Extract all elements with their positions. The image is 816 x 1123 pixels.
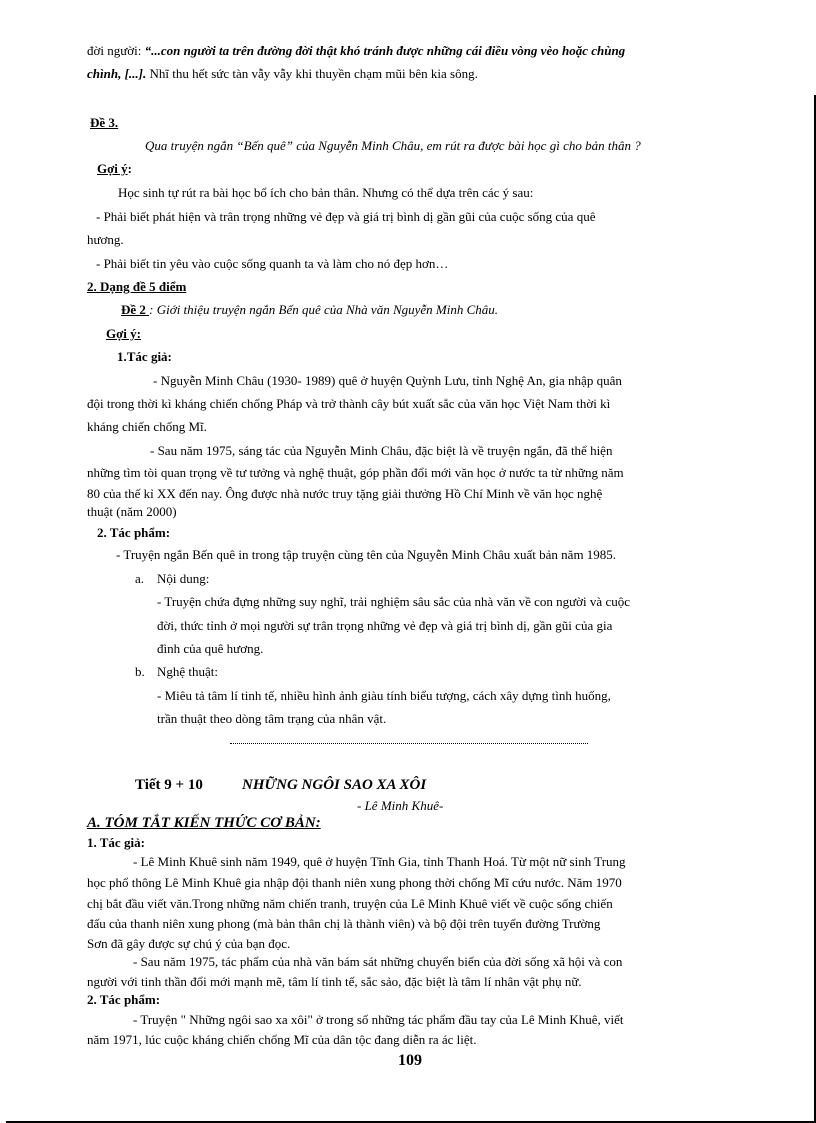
paragraph-line: 80 của thế kỉ XX đến nay. Ông được nhà nước truy tặng giải thưởng Hồ Chí Minh về văn học nghệ bbox=[87, 486, 603, 501]
paragraph-line: - Nguyễn Minh Châu (1930- 1989) quê ở huyện Quỳnh Lưu, tỉnh Nghệ An, gia nhập quân bbox=[153, 373, 622, 388]
paragraph-line: trần thuật theo dòng tâm trạng của nhân vật. bbox=[157, 711, 387, 726]
section-heading: A. TÓM TẮT KIẾN THỨC CƠ BẢN: bbox=[87, 815, 321, 831]
paragraph-line: đình của quê hương. bbox=[157, 641, 264, 656]
paragraph-line: đời, thức tỉnh ở mọi người sự trân trọng những vẻ đẹp và giá trị bình dị, gần gũi của gia bbox=[157, 618, 613, 633]
text-run: đời người: bbox=[87, 43, 145, 58]
exercise-label: Đề 2 bbox=[121, 302, 150, 317]
hint-heading: Gợi ý: bbox=[106, 326, 142, 341]
hint-colon: : bbox=[127, 161, 133, 176]
exercise-question: Qua truyện ngắn “Bến quê” của Nguyễn Minh Châu, em rút ra được bài học gì cho bản thân ? bbox=[145, 138, 641, 153]
hint-heading bbox=[97, 160, 132, 178]
paragraph-line: đội trong thời kì kháng chiến chống Pháp và trở thành cây bút xuất sắc của văn học Việt Nam thời kì bbox=[87, 396, 611, 411]
subsection-heading: 2. Tác phẩm: bbox=[87, 992, 161, 1007]
paragraph-line: chị bắt đầu viết văn.Trong những năm chiến tranh, truyện của Lê Minh Khuê viết về cuộc sống chiến bbox=[87, 896, 613, 911]
list-marker: b. bbox=[135, 664, 145, 679]
paragraph-line: năm 1971, lúc cuộc kháng chiến chống Mĩ của dân tộc đang diễn ra ác liệt. bbox=[87, 1032, 477, 1047]
paragraph-line: hương. bbox=[87, 232, 124, 247]
paragraph-line: - Sau năm 1975, tác phẩm của nhà văn bám sát những chuyển biến của đời sống xã hội và con bbox=[133, 954, 623, 969]
paragraph-line: người với tinh thần đổi mới mạnh mẽ, tâm lí tinh tế, sắc sảo, đặc biệt là tâm lí nhân vật phụ nữ. bbox=[87, 974, 582, 989]
list-heading: Nội dung: bbox=[157, 571, 210, 586]
lesson-number: Tiết 9 + 10 bbox=[135, 777, 203, 793]
paragraph-line: học phổ thông Lê Minh Khuê gia nhập đội thanh niên xung phong thời chống Mĩ cứu nước. Năm 1970 bbox=[87, 875, 622, 890]
lesson-author: - Lê Minh Khuê- bbox=[357, 798, 444, 813]
paragraph-line: Sơn đã gây được sự chú ý của bạn đọc. bbox=[87, 936, 291, 951]
list-heading: Nghệ thuật: bbox=[157, 664, 219, 679]
paragraph-line: Học sinh tự rút ra bài học bổ ích cho bản thân. Nhưng có thể dựa trên các ý sau: bbox=[118, 185, 534, 200]
subsection-heading: 2. Tác phẩm: bbox=[97, 525, 171, 540]
subsection-heading: 1. Tác giả: bbox=[87, 835, 145, 850]
paragraph-line: - Miêu tả tâm lí tinh tế, nhiều hình ảnh giàu tính biểu tượng, cách xây dựng tình huống, bbox=[157, 688, 611, 703]
dotted-separator bbox=[230, 742, 588, 744]
paragraph-line: đấu của thanh niên xung phong (mà bản thân chị là thành viên) và bộ đội trên tuyến đường Trường bbox=[87, 916, 601, 931]
quote-run: chình, [...]. bbox=[87, 66, 147, 81]
lesson-title: NHỮNG NGÔI SAO XA XÔI bbox=[242, 777, 427, 793]
paragraph-line: kháng chiến chống Mĩ. bbox=[87, 419, 207, 434]
paragraph-line bbox=[87, 65, 478, 83]
paragraph-line bbox=[87, 42, 746, 60]
page-number: 109 bbox=[398, 1052, 422, 1069]
paragraph-line: - Sau năm 1975, sáng tác của Nguyễn Minh Châu, đặc biệt là về truyện ngắn, đã thể hiện bbox=[150, 443, 613, 458]
exercise-heading bbox=[121, 301, 498, 319]
paragraph-line: - Phải biết phát hiện và trân trọng những vẻ đẹp và giá trị bình dị gần gũi của cuộc sống của quê bbox=[96, 209, 596, 224]
paragraph-line: - Truyện chứa đựng những suy nghĩ, trải nghiệm sâu sắc của nhà văn về con người và cuộc bbox=[157, 594, 630, 609]
paragraph-line: - Lê Minh Khuê sinh năm 1949, quê ở huyện Tĩnh Gia, tỉnh Thanh Hoá. Từ một nữ sinh Trung bbox=[133, 854, 626, 869]
text-run: Nhĩ thu hết sức tàn vẫy vẫy khi thuyền chạm mũi bên kia sông. bbox=[146, 66, 478, 81]
paragraph-line: thuật (năm 2000) bbox=[87, 504, 177, 519]
quote-run: “...con người ta trên đường đời thật khó tránh được những cái điều vòng vèo hoặc chùng bbox=[144, 43, 626, 58]
paragraph-line: - Phải biết tin yêu vào cuộc sống quanh ta và làm cho nó đẹp hơn… bbox=[96, 256, 449, 271]
hint-label: Gợi ý bbox=[97, 161, 128, 176]
subsection-heading: 1.Tác giả: bbox=[117, 349, 172, 364]
section-heading: 2. Dạng đề 5 điểm bbox=[87, 279, 187, 294]
paragraph-line: những tìm tòi quan trọng về tư tưởng và nghệ thuật, góp phần đổi mới văn học ở nước ta từ những năm bbox=[87, 465, 624, 480]
paragraph-line: - Truyện " Những ngôi sao xa xôi" ở trong số những tác phẩm đầu tay của Lê Minh Khuê, viết bbox=[133, 1012, 624, 1027]
list-marker: a. bbox=[135, 571, 145, 586]
exercise-question: : Giới thiệu truyện ngắn Bến quê của Nhà văn Nguyễn Minh Châu. bbox=[149, 302, 499, 317]
exercise-heading: Đề 3. bbox=[90, 115, 119, 130]
paragraph-line: - Truyện ngắn Bến quê in trong tập truyện cùng tên của Nguyễn Minh Châu xuất bản năm 1985. bbox=[116, 547, 617, 562]
